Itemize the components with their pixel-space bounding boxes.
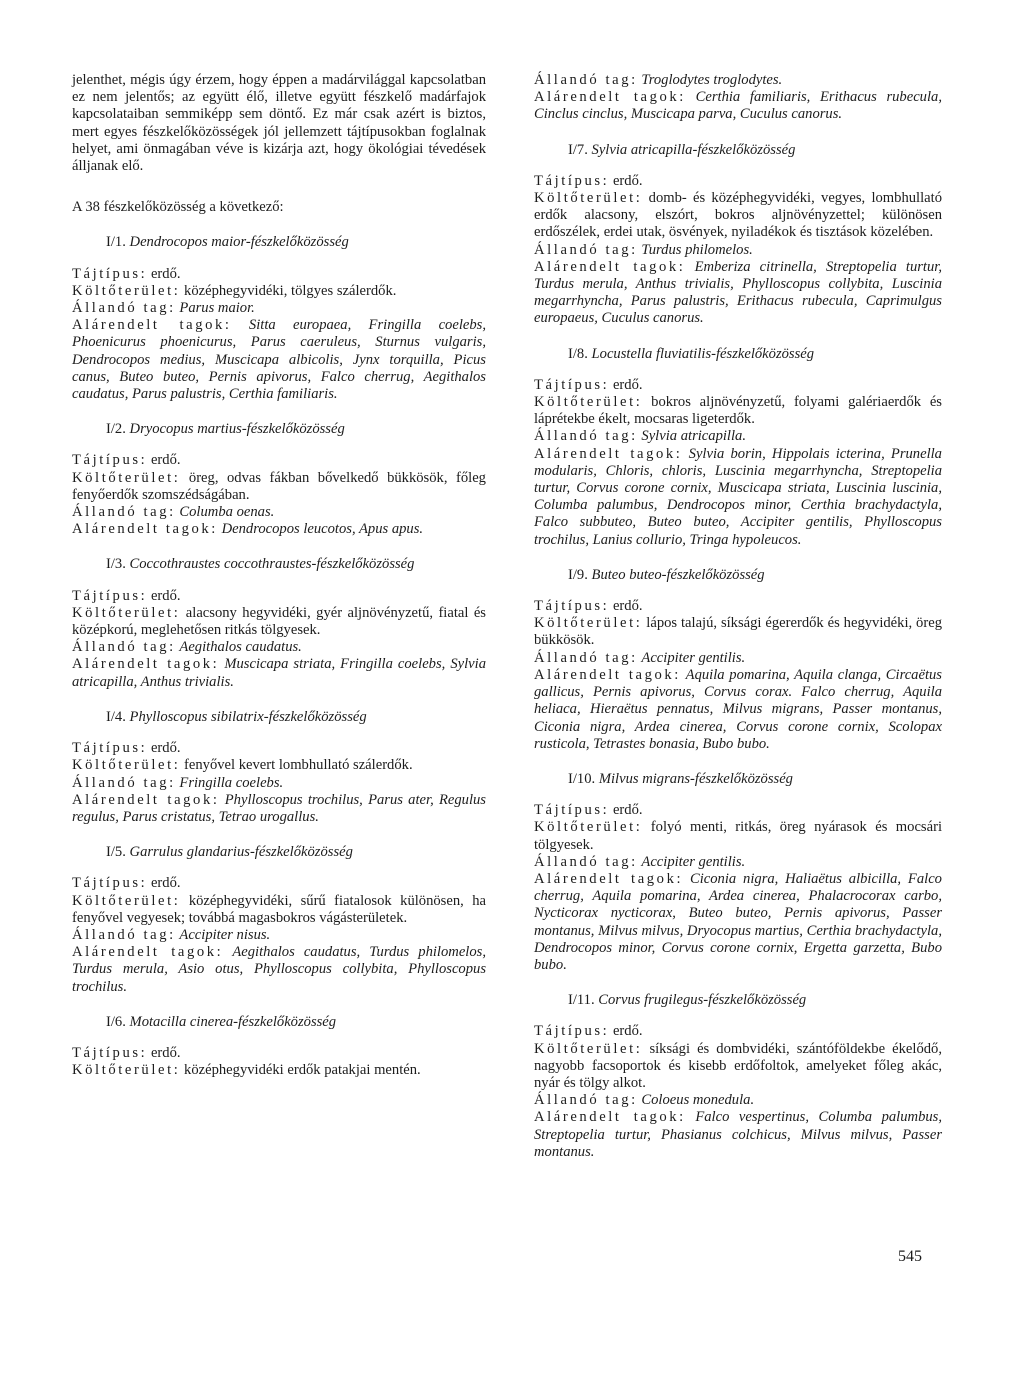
alarendelt-tagok-line bbox=[72, 521, 486, 538]
koltoterulet-value: középhegyvidéki, tölgyes szálerdők. bbox=[184, 282, 397, 299]
alarendelt-tagok-label: Alárendelt tagok: bbox=[72, 317, 232, 334]
tajtipus-label: Tájtípus: bbox=[72, 452, 148, 469]
allando-tag-label: Állandó tag: bbox=[72, 639, 176, 656]
alarendelt-tagok-line bbox=[534, 871, 942, 974]
community-block bbox=[72, 709, 486, 826]
koltoterulet-label: Költőterület: bbox=[72, 604, 181, 621]
tajtipus-label: Tájtípus: bbox=[534, 1023, 610, 1040]
allando-tag-line bbox=[72, 639, 486, 656]
community-number: I/2. bbox=[106, 421, 126, 438]
right-column bbox=[534, 72, 942, 1161]
tajtipus-value: erdő. bbox=[612, 1023, 643, 1040]
alarendelt-tagok-label: Alárendelt tagok: bbox=[534, 1109, 686, 1126]
community-name: Locustella fluviatilis-fészkelőközösség bbox=[591, 345, 815, 362]
alarendelt-tagok-label: Alárendelt tagok: bbox=[534, 89, 686, 106]
koltoterulet-label: Költőterület: bbox=[72, 892, 181, 909]
allando-tag-value: Troglodytes troglodytes. bbox=[641, 72, 783, 88]
tajtipus-value: erdő. bbox=[150, 875, 181, 892]
community-block bbox=[534, 142, 942, 328]
alarendelt-tagok-label: Alárendelt tagok: bbox=[534, 870, 684, 887]
community-block bbox=[72, 421, 486, 538]
community-number: I/11. bbox=[568, 992, 595, 1009]
koltoterulet-value: öreg, odvas fákban bővelkedő bükkösök, főleg fenyőerdők szomszédságában. bbox=[72, 469, 486, 503]
community-heading bbox=[106, 421, 486, 438]
alarendelt-tagok-label: Alárendelt tagok: bbox=[72, 521, 218, 538]
allando-tag-value: Parus maior. bbox=[179, 300, 255, 317]
tajtipus-line bbox=[534, 173, 942, 190]
tajtipus-value: erdő. bbox=[612, 376, 643, 393]
tajtipus-value: erdő. bbox=[150, 740, 181, 757]
tajtipus-line bbox=[534, 598, 942, 615]
koltoterulet-label: Költőterület: bbox=[534, 1040, 643, 1057]
community-heading bbox=[106, 709, 486, 726]
allando-tag-value: Coloeus monedula. bbox=[641, 1092, 755, 1109]
tajtipus-label: Tájtípus: bbox=[72, 265, 148, 282]
koltoterulet-line bbox=[534, 819, 942, 853]
allando-tag-line bbox=[534, 1092, 942, 1109]
allando-tag-label: Állandó tag: bbox=[534, 649, 638, 666]
community-number: I/6. bbox=[106, 1013, 126, 1030]
koltoterulet-value: fenyővel kevert lombhullató szálerdők. bbox=[184, 757, 413, 774]
tajtipus-label: Tájtípus: bbox=[72, 587, 148, 604]
allando-tag-line bbox=[534, 854, 942, 871]
alarendelt-tagok-label: Alárendelt tagok: bbox=[534, 445, 683, 462]
community-number: I/9. bbox=[568, 566, 588, 583]
alarendelt-tagok-value: Falco vespertinus, Columba palumbus, Streptopelia turtur, Phasianus colchicus, Milvus milvus, Passer montanus. bbox=[534, 1109, 942, 1160]
community-heading bbox=[106, 844, 486, 861]
allando-tag-label: Állandó tag: bbox=[72, 504, 176, 521]
alarendelt-tagok-value: Aegithalos caudatus, Turdus philomelos, Turdus merula, Asio otus, Phylloscopus collybita, Phylloscopus trochilus. bbox=[72, 944, 486, 995]
allando-tag-line bbox=[72, 775, 486, 792]
allando-tag-value: Accipiter gentilis. bbox=[641, 853, 746, 870]
alarendelt-tagok-value: Aquila pomarina, Aquila clanga, Circaëtus gallicus, Pernis apivorus, Corvus corax. Falco cherrug, Aquila heliaca, Hieraëtus pennatus, Milvus migrans, Passer montanus, Ciconia nigra, Ardea cinerea, Corvus corone cornix, Scolopax rusticola, Tetrastes bonasia, Bubo bubo. bbox=[534, 666, 942, 752]
allando-tag-label: Állandó tag: bbox=[534, 853, 638, 870]
community-heading bbox=[568, 142, 942, 159]
community-block bbox=[534, 771, 942, 974]
alarendelt-tagok-value: Sitta europaea, Fringilla coelebs, Phoenicurus phoenicurus, Parus caeruleus, Sturnus vulgaris, Dendrocopos medius, Muscicapa albicolis, Jynx torquilla, Picus canus, Buteo buteo, Pernis apivorus, Falco cherrug, Aegithalos caudatus, Parus palustris, Certhia familiaris. bbox=[72, 317, 486, 403]
allando-tag-line bbox=[534, 242, 942, 259]
koltoterulet-label: Költőterület: bbox=[534, 615, 643, 632]
community-number: I/8. bbox=[568, 345, 588, 362]
koltoterulet-label: Költőterület: bbox=[534, 190, 643, 207]
alarendelt-tagok-value: Sylvia borin, Hippolais icterina, Prunella modularis, Chloris, chloris, Luscinia megarrhyncha, Streptopelia turtur, Corvus corone cornix, Muscicapa striata, Luscinia luscinia, Columba palumbus, Dendrocopos minor, Certhia brachydactyla, Falco subbuteo, Buteo buteo, Accipiter gentilis, Phylloscopus trochilus, Lanius collurio, Tringa hypoleucos. bbox=[534, 445, 942, 548]
allando-tag-line bbox=[72, 300, 486, 317]
allando-tag-line bbox=[534, 428, 942, 445]
community-number: I/4. bbox=[106, 708, 126, 725]
allando-tag-label: Állandó tag: bbox=[534, 1092, 638, 1109]
koltoterulet-label: Költőterület: bbox=[72, 1062, 181, 1079]
alarendelt-tagok-label: Alárendelt tagok: bbox=[534, 258, 686, 275]
alarendelt-tagok-value: Ciconia nigra, Haliaëtus albicilla, Falco cherrug, Aquila pomarina, Ardea cinerea, Phalacrocorax carbo, Nycticorax nycticorax, Buteo buteo, Pernis apivorus, Passer montanus, Milvus milvus, Dryocopus martius, Certhia brachydactyla, Dendrocopos minor, Corvus corone cornix, Ergetta garzetta, Bubo bubo. bbox=[534, 870, 942, 973]
koltoterulet-line bbox=[72, 283, 486, 300]
koltoterulet-line bbox=[534, 190, 942, 242]
left-column bbox=[72, 72, 486, 1079]
tajtipus-label: Tájtípus: bbox=[534, 598, 610, 615]
tajtipus-value: erdő. bbox=[150, 265, 181, 282]
community-name: Corvus frugilegus-fészkelőközösség bbox=[598, 992, 807, 1009]
koltoterulet-line bbox=[72, 757, 486, 774]
koltoterulet-label: Költőterület: bbox=[72, 282, 181, 299]
tajtipus-value: erdő. bbox=[612, 598, 643, 615]
koltoterulet-value: síksági és dombvidéki, szántóföldekbe ékelődő, nagyobb facsoportok és kisebb erdőfoltok, amelyeket főleg akác, nyár és tölgy alkot. bbox=[534, 1040, 942, 1091]
community-name: Milvus migrans-fészkelőközösség bbox=[598, 770, 793, 787]
community-number: I/7. bbox=[568, 141, 588, 158]
community-heading bbox=[568, 771, 942, 788]
koltoterulet-value: bokros aljnövényzetű, folyami galériaerdők és láprétekbe ékelt, mocsaras ligeterdők. bbox=[534, 394, 942, 428]
koltoterulet-label: Költőterület: bbox=[534, 394, 643, 411]
alarendelt-tagok-value: Muscicapa striata, Fringilla coelebs, Sylvia atricapilla, Anthus trivialis. bbox=[72, 656, 486, 690]
allando-tag-label: Állandó tag: bbox=[72, 300, 176, 317]
community-block bbox=[72, 844, 486, 996]
allando-tag-line bbox=[534, 650, 942, 667]
community-block bbox=[72, 1014, 486, 1080]
community-block bbox=[72, 234, 486, 403]
koltoterulet-line bbox=[534, 394, 942, 428]
tajtipus-line bbox=[72, 740, 486, 757]
koltoterulet-label: Költőterület: bbox=[534, 819, 643, 836]
community-block bbox=[72, 556, 486, 690]
koltoterulet-label: Költőterület: bbox=[72, 757, 181, 774]
tajtipus-label: Tájtípus: bbox=[534, 376, 610, 393]
allando-tag-label: Állandó tag: bbox=[72, 926, 176, 943]
tajtipus-label: Tájtípus: bbox=[72, 875, 148, 892]
alarendelt-tagok-label: Alárendelt tagok: bbox=[72, 791, 220, 808]
koltoterulet-label: Költőterület: bbox=[72, 469, 181, 486]
community-name: Buteo buteo-fészkelőközösség bbox=[591, 566, 765, 583]
community-name: Dryocopus martius-fészkelőközösség bbox=[129, 421, 345, 438]
alarendelt-tagok-line bbox=[534, 1109, 942, 1161]
alarendelt-tagok-value: Phylloscopus trochilus, Parus ater, Regulus regulus, Parus cristatus, Tetrao urogallus. bbox=[72, 791, 486, 825]
allando-tag-line bbox=[534, 72, 942, 89]
community-heading bbox=[568, 992, 942, 1009]
alarendelt-tagok-line bbox=[72, 656, 486, 690]
allando-tag-value: Turdus philomelos. bbox=[641, 241, 753, 258]
alarendelt-tagok-label: Alárendelt tagok: bbox=[72, 656, 220, 673]
koltoterulet-value: középhegyvidéki erdők patakjai mentén. bbox=[184, 1062, 421, 1079]
tajtipus-label: Tájtípus: bbox=[72, 1044, 148, 1061]
koltoterulet-value: lápos talajú, síksági égererdők és hegyvidéki, öreg bükkösök. bbox=[534, 615, 942, 649]
tajtipus-label: Tájtípus: bbox=[534, 172, 610, 189]
alarendelt-tagok-value: Dendrocopos leucotos, Apus apus. bbox=[221, 521, 424, 538]
tajtipus-label: Tájtípus: bbox=[534, 802, 610, 819]
tajtipus-line bbox=[72, 1045, 486, 1062]
tajtipus-line bbox=[534, 802, 942, 819]
allando-tag-line bbox=[72, 927, 486, 944]
community-name: Sylvia atricapilla-fészkelőközösség bbox=[591, 141, 796, 158]
allando-tag-label: Állandó tag: bbox=[534, 72, 638, 88]
alarendelt-tagok-line bbox=[534, 446, 942, 549]
community-name: Motacilla cinerea-fészkelőközösség bbox=[129, 1013, 337, 1030]
community-number: I/10. bbox=[568, 770, 596, 787]
koltoterulet-line bbox=[72, 605, 486, 639]
koltoterulet-line bbox=[534, 1041, 942, 1093]
tajtipus-value: erdő. bbox=[612, 172, 643, 189]
alarendelt-tagok-line bbox=[72, 792, 486, 826]
community-number: I/5. bbox=[106, 844, 126, 861]
community-block bbox=[534, 567, 942, 753]
koltoterulet-line bbox=[72, 470, 486, 504]
community-heading bbox=[568, 567, 942, 584]
alarendelt-tagok-line bbox=[534, 667, 942, 753]
koltoterulet-value: folyó menti, ritkás, öreg nyárasok és mocsári tölgyesek. bbox=[534, 819, 942, 853]
alarendelt-tagok-line bbox=[72, 944, 486, 996]
koltoterulet-line bbox=[534, 615, 942, 649]
koltoterulet-value: alacsony hegyvidéki, gyér aljnövényzetű, fiatal és középkorú, meglehetősen ritkás tölgyesek. bbox=[72, 604, 486, 639]
tajtipus-line bbox=[72, 452, 486, 469]
tajtipus-line bbox=[72, 266, 486, 283]
continuation-block bbox=[534, 72, 942, 124]
community-heading bbox=[106, 1014, 486, 1031]
alarendelt-tagok-line bbox=[534, 259, 942, 328]
tajtipus-line bbox=[534, 1023, 942, 1040]
allando-tag-label: Állandó tag: bbox=[534, 241, 638, 258]
alarendelt-tagok-value: Certhia familiaris, Erithacus rubecula, Cinclus cinclus, Muscicapa parva, Cuculus canorus. bbox=[534, 89, 942, 123]
community-number: I/3. bbox=[106, 556, 126, 573]
alarendelt-tagok-label: Alárendelt tagok: bbox=[72, 944, 224, 961]
tajtipus-value: erdő. bbox=[150, 587, 181, 604]
allando-tag-value: Accipiter nisus. bbox=[179, 926, 271, 943]
tajtipus-value: erdő. bbox=[612, 802, 643, 819]
koltoterulet-value: középhegyvidéki, sűrű fiatalosok különösen, ha fenyővel vegyesek; továbbá magasbokros vágásterületek. bbox=[72, 892, 486, 926]
intro-paragraph: jelenthet, mégis úgy érzem, hogy éppen a madárvilággal kapcsolatban ez nem jelentős; az együtt élő, illetve együtt fészkelő madárfajok kapcsolataiban semmiképp sem döntő. Ez már csak azért is biztos, mert egyes fészkelőközösségek jól jellemzett tájtípusokban foglalnak helyet, ami önmagában véve is kizárja azt, hogy ökológiai tévedések álljanak elő. bbox=[72, 72, 486, 175]
koltoterulet-line bbox=[72, 893, 486, 927]
allando-tag-label: Állandó tag: bbox=[72, 774, 176, 791]
tajtipus-label: Tájtípus: bbox=[72, 740, 148, 757]
koltoterulet-value: domb- és középhegyvidéki, vegyes, lombhullató erdők alacsony, elszórt, bokros aljnövényzettel; különösen erdőszélek, erdei utak, ösvények, nyiladékok és tisztások közelében. bbox=[534, 190, 942, 241]
community-name: Garrulus glandarius-fészkelőközösség bbox=[129, 844, 353, 861]
allando-tag-value: Fringilla coelebs. bbox=[179, 774, 284, 791]
community-block bbox=[534, 992, 942, 1161]
alarendelt-tagok-line bbox=[534, 89, 942, 123]
community-name: Dendrocopos maior-fészkelőközösség bbox=[129, 234, 349, 251]
alarendelt-tagok-label: Alárendelt tagok: bbox=[534, 666, 681, 683]
allando-tag-line bbox=[72, 504, 486, 521]
allando-tag-value: Columba oenas. bbox=[179, 504, 275, 521]
community-heading bbox=[106, 556, 486, 573]
community-heading bbox=[106, 234, 486, 251]
allando-tag-value: Aegithalos caudatus. bbox=[179, 639, 302, 656]
community-block bbox=[534, 346, 942, 549]
tajtipus-value: erdő. bbox=[150, 452, 181, 469]
tajtipus-value: erdő. bbox=[150, 1044, 181, 1061]
community-name: Phylloscopus sibilatrix-fészkelőközösség bbox=[129, 708, 367, 725]
alarendelt-tagok-line bbox=[72, 317, 486, 403]
community-heading bbox=[568, 346, 942, 363]
allando-tag-value: Accipiter gentilis. bbox=[641, 649, 746, 666]
tajtipus-line bbox=[72, 588, 486, 605]
allando-tag-value: Sylvia atricapilla. bbox=[641, 428, 746, 445]
alarendelt-tagok-value: Emberiza citrinella, Streptopelia turtur, Turdus merula, Anthus trivialis, Phylloscopus collybita, Luscinia megarrhyncha, Parus palustris, Erithacus rubecula, Caprimulgus europaeus, Cuculus canorus. bbox=[534, 258, 942, 327]
allando-tag-label: Állandó tag: bbox=[534, 428, 638, 445]
community-number: I/1. bbox=[106, 234, 126, 251]
community-name: Coccothraustes coccothraustes-fészkelőközösség bbox=[129, 556, 415, 573]
lead-sentence: A 38 fészkelőközösség a következő: bbox=[72, 199, 284, 216]
page-number: 545 bbox=[898, 1248, 922, 1265]
tajtipus-line bbox=[534, 377, 942, 394]
tajtipus-line bbox=[72, 875, 486, 892]
koltoterulet-line bbox=[72, 1062, 486, 1079]
